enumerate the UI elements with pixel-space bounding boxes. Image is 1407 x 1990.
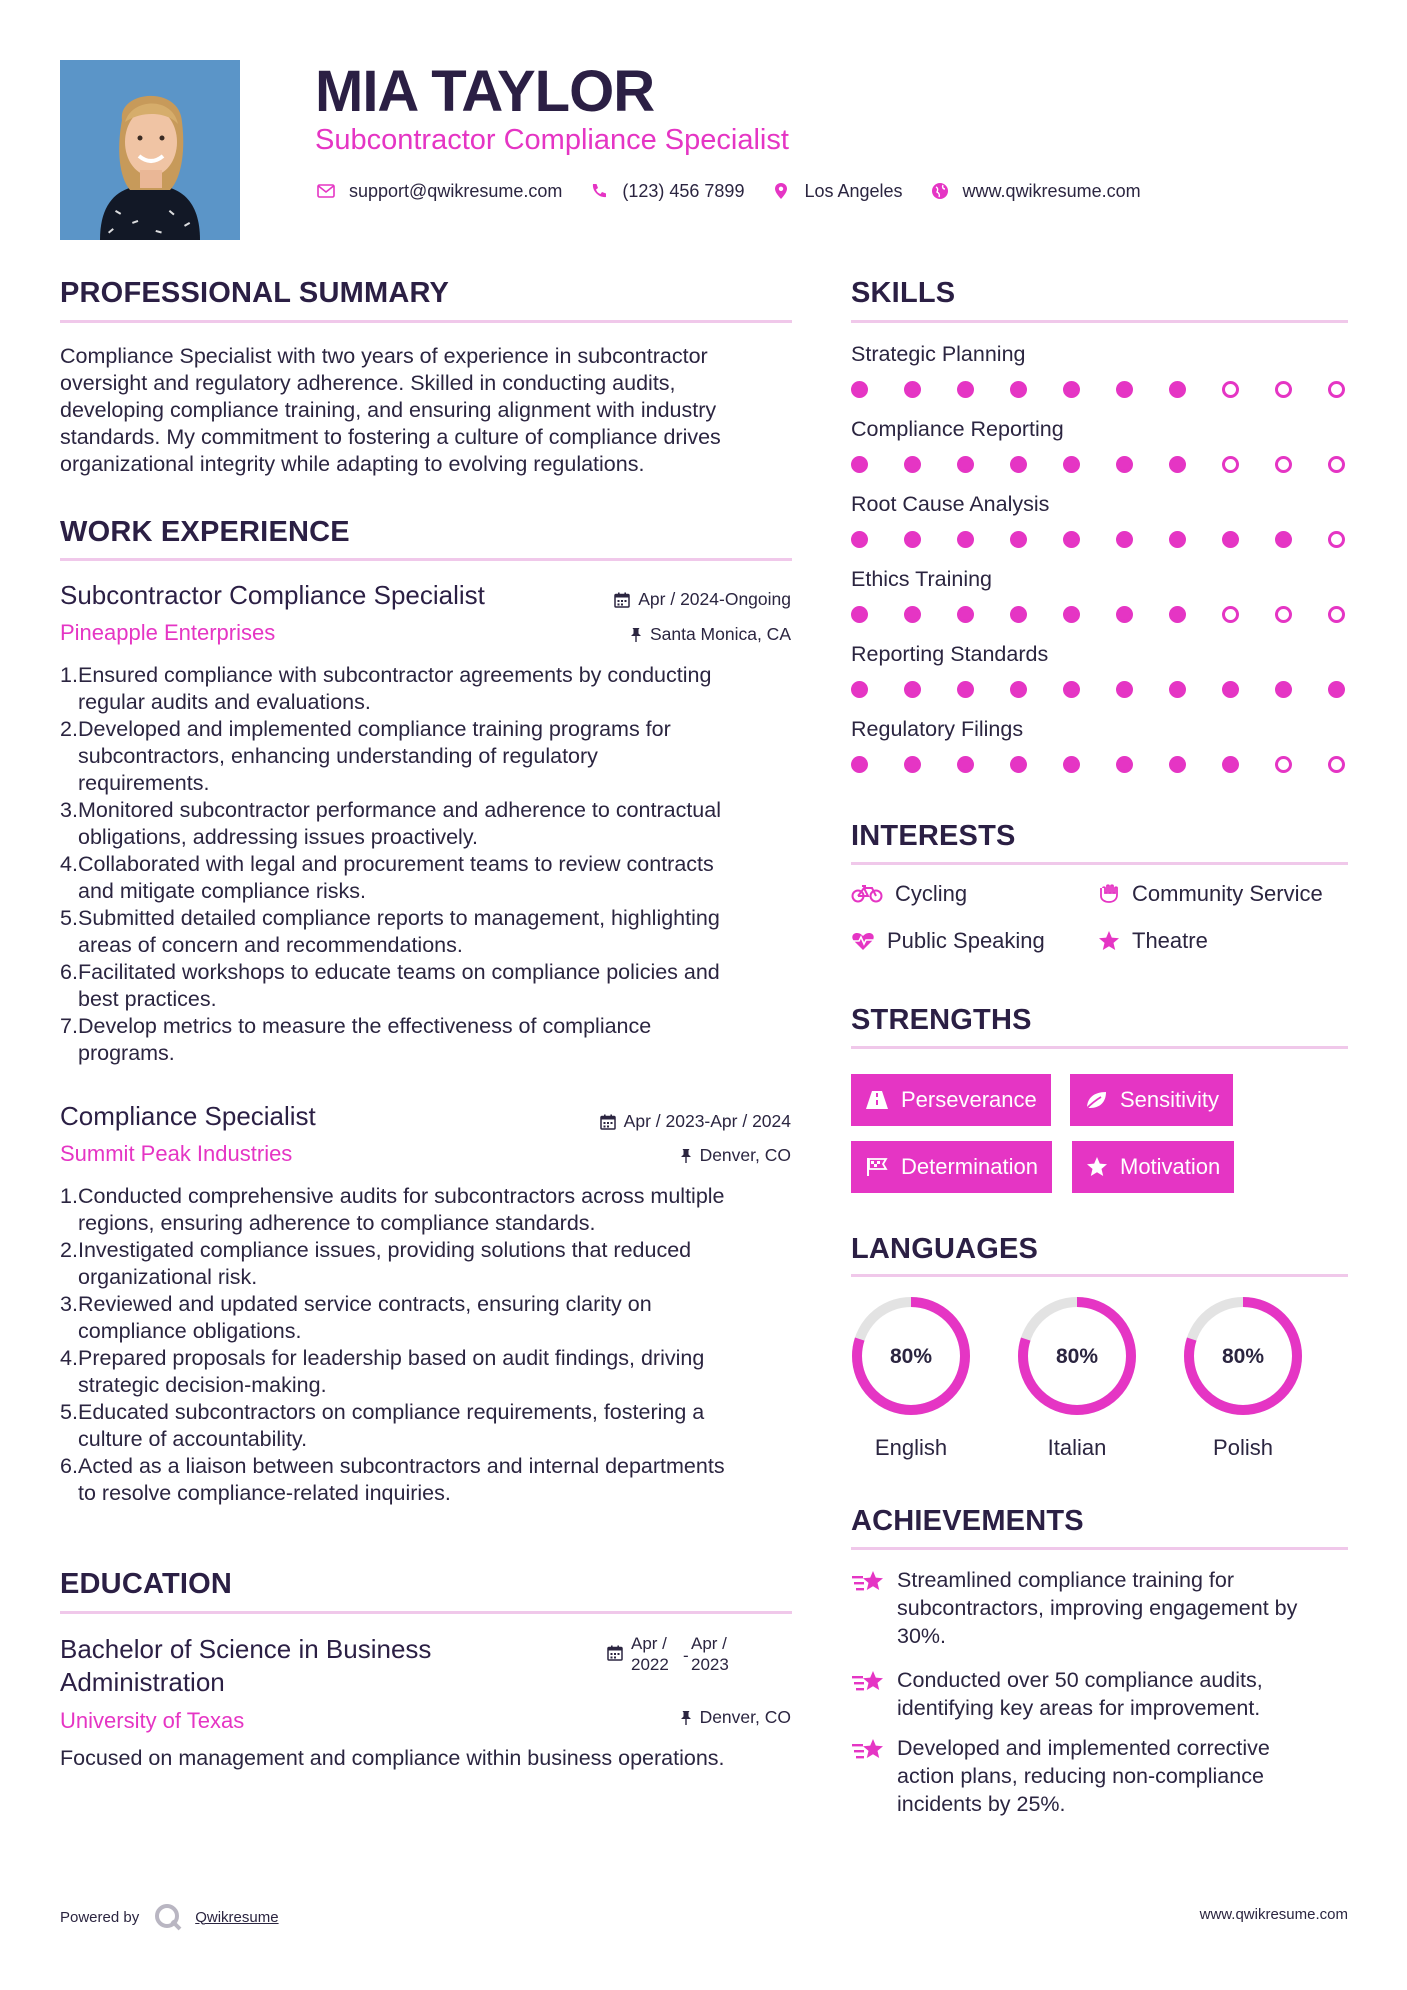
rating-dot-filled xyxy=(1169,381,1186,398)
rating-dot-filled xyxy=(1169,606,1186,623)
mail-icon xyxy=(315,180,337,202)
rating-dot-filled xyxy=(1010,681,1027,698)
rating-dot-empty xyxy=(1328,606,1345,623)
list-item: 1. Ensured compliance with subcontractor agreements by conducting regular audits and evaluations. xyxy=(60,663,712,714)
rating-dot-empty xyxy=(1275,756,1292,773)
globe-icon xyxy=(929,180,951,202)
interest-theatre xyxy=(1098,928,1208,954)
pushpin-icon xyxy=(680,1148,692,1164)
date-end-year: 2023 xyxy=(691,1655,729,1674)
list-item: 5. Educated subcontractors on compliance requirements, fostering a culture of accountability. xyxy=(60,1400,705,1451)
job-title: Subcontractor Compliance Specialist xyxy=(60,580,485,610)
phone-icon xyxy=(588,180,610,202)
skill-item xyxy=(851,717,1348,792)
rating-dot-filled xyxy=(1169,531,1186,548)
list-item: 6. Facilitated workshops to educate teams on compliance policies and best practices. xyxy=(60,960,720,1011)
job-location-text: Santa Monica, CA xyxy=(649,624,791,644)
rating-dot-empty xyxy=(1328,531,1345,548)
achievements-list xyxy=(851,1566,1348,1818)
language-percent: 80% xyxy=(1055,1345,1099,1368)
rating-dot-filled xyxy=(851,456,868,473)
summary-line: oversight and regulatory adherence. Skilled in conducting audits, xyxy=(60,371,676,395)
skill-item xyxy=(851,642,1348,717)
skill-rating xyxy=(851,681,1345,698)
language-percent: 80% xyxy=(1221,1345,1265,1368)
rating-dot-filled xyxy=(1063,531,1080,548)
rating-dot-filled xyxy=(1010,531,1027,548)
rating-dot-filled xyxy=(1169,756,1186,773)
job-responsibilities xyxy=(60,1183,792,1507)
date-separator: - xyxy=(683,1646,689,1665)
star-icon xyxy=(1098,930,1120,952)
shooting-star-icon xyxy=(851,1668,887,1696)
rating-dot-filled xyxy=(851,381,868,398)
list-item: 7. Develop metrics to measure the effectiveness of compliance programs. xyxy=(60,1014,652,1065)
rating-dot-empty xyxy=(1275,606,1292,623)
rating-dot-filled xyxy=(957,681,974,698)
rating-dot-filled xyxy=(904,531,921,548)
rating-dot-filled xyxy=(1116,456,1133,473)
rating-dot-filled xyxy=(957,606,974,623)
rating-dot-empty xyxy=(1275,456,1292,473)
candidate-title: Subcontractor Compliance Specialist xyxy=(315,124,789,156)
map-pin-icon xyxy=(770,180,792,202)
skill-name: Root Cause Analysis xyxy=(851,492,1050,516)
rating-dot-filled xyxy=(1222,756,1239,773)
skill-name: Strategic Planning xyxy=(851,342,1026,366)
languages-list xyxy=(849,1294,1305,1461)
section-divider xyxy=(851,1046,1348,1049)
section-divider xyxy=(851,320,1348,323)
rating-dot-filled xyxy=(957,756,974,773)
rating-dot-filled xyxy=(1116,531,1133,548)
skills-heading: SKILLS xyxy=(851,277,956,309)
pushpin-icon xyxy=(630,627,642,643)
rating-dot-empty xyxy=(1275,381,1292,398)
rating-dot-empty xyxy=(1328,381,1345,398)
job-date-text: Apr / 2024-Ongoing xyxy=(638,589,791,609)
rating-dot-empty xyxy=(1328,756,1345,773)
flag-icon xyxy=(865,1157,889,1177)
rating-dot-filled xyxy=(1275,681,1292,698)
skill-item xyxy=(851,342,1348,417)
job-title: Compliance Specialist xyxy=(60,1101,316,1131)
rating-dot-filled xyxy=(1010,756,1027,773)
rating-dot-filled xyxy=(1116,606,1133,623)
road-icon xyxy=(865,1090,889,1110)
interest-label: Community Service xyxy=(1132,881,1323,906)
rating-dot-filled xyxy=(1010,606,1027,623)
bicycle-icon xyxy=(851,885,883,903)
rating-dot-filled xyxy=(957,456,974,473)
language-ring xyxy=(1015,1294,1139,1418)
list-item: 4. Collaborated with legal and procurement teams to review contracts and mitigate compliance risks. xyxy=(60,852,714,903)
language-name: Polish xyxy=(1213,1435,1273,1460)
candidate-name: MIA TAYLOR xyxy=(315,59,655,124)
date-start-year: 2022 xyxy=(631,1655,669,1674)
degree-name xyxy=(60,1633,431,1699)
company-name: Summit Peak Industries xyxy=(60,1141,293,1166)
summary-line: developing compliance training, and ensuring alignment with industry xyxy=(60,398,717,422)
skill-item xyxy=(851,567,1348,642)
interest-label: Cycling xyxy=(895,881,968,906)
school-name: University of Texas xyxy=(60,1708,245,1733)
education-description: Focused on management and compliance within business operations. xyxy=(60,1746,725,1770)
summary-line: organizational integrity while adapting to evolving regulations. xyxy=(60,452,645,476)
job-date-text: Apr / 2023-Apr / 2024 xyxy=(623,1111,791,1131)
degree-line: Bachelor of Science in Business xyxy=(60,1634,432,1664)
job-responsibilities xyxy=(60,662,792,1067)
language-ring xyxy=(1181,1294,1305,1418)
language-name: English xyxy=(874,1435,948,1460)
contact-location: Los Angeles xyxy=(804,180,903,201)
list-item: 3. Reviewed and updated service contracts, ensuring clarity on compliance obligations. xyxy=(60,1292,652,1343)
strength-label: Motivation xyxy=(1120,1154,1221,1179)
rating-dot-empty xyxy=(1328,456,1345,473)
summary-line: standards. My commitment to fostering a culture of compliance drives xyxy=(60,425,721,449)
language-item xyxy=(1181,1294,1305,1461)
pushpin-icon xyxy=(680,1710,692,1726)
rating-dot-filled xyxy=(1116,681,1133,698)
skill-name: Ethics Training xyxy=(851,567,993,591)
skill-item xyxy=(851,417,1348,492)
star-icon xyxy=(1086,1156,1108,1178)
rating-dot-filled xyxy=(1169,456,1186,473)
rating-dot-filled xyxy=(851,756,868,773)
section-divider xyxy=(60,558,792,561)
leaf-icon xyxy=(1084,1090,1108,1110)
language-ring xyxy=(849,1294,973,1418)
summary-line: Compliance Specialist with two years of experience in subcontractor xyxy=(60,344,708,368)
rating-dot-filled xyxy=(1063,381,1080,398)
rating-dot-filled xyxy=(904,681,921,698)
skill-rating xyxy=(851,531,1345,548)
list-item: 4. Prepared proposals for leadership based on audit findings, driving strategic decision-making. xyxy=(60,1346,705,1397)
section-divider xyxy=(60,1611,792,1614)
calendar-icon xyxy=(607,1645,623,1661)
rating-dot-filled xyxy=(1328,681,1345,698)
education-heading: EDUCATION xyxy=(60,1568,233,1600)
contact-website[interactable]: www.qwikresume.com xyxy=(962,180,1141,201)
rating-dot-filled xyxy=(851,681,868,698)
brand-link[interactable]: Qwikresume xyxy=(195,1908,279,1926)
list-item: 5. Submitted detailed compliance reports to management, highlighting areas of concern and recommendations. xyxy=(60,906,720,957)
date-end: Apr / xyxy=(691,1634,727,1653)
interest-cycling xyxy=(851,881,967,907)
job-location xyxy=(630,624,791,645)
skill-rating xyxy=(851,381,1345,398)
rating-dot-empty xyxy=(1222,606,1239,623)
skill-item xyxy=(851,492,1348,567)
list-item: 1. Conducted comprehensive audits for subcontractors across multiple regions, ensuring adherence to compliance standards. xyxy=(60,1184,725,1235)
rating-dot-filled xyxy=(1010,381,1027,398)
skill-name: Regulatory Filings xyxy=(851,717,1024,741)
section-divider xyxy=(60,320,792,323)
contact-phone[interactable]: (123) 456 7899 xyxy=(622,180,745,201)
rating-dot-filled xyxy=(1275,531,1292,548)
degree-line: Administration xyxy=(60,1667,225,1697)
skill-rating xyxy=(851,756,1345,773)
rating-dot-filled xyxy=(904,606,921,623)
achievement-item: Conducted over 50 compliance audits, identifying key areas for improvement. xyxy=(851,1666,1348,1722)
summary-heading: PROFESSIONAL SUMMARY xyxy=(60,277,450,309)
rating-dot-filled xyxy=(1222,531,1239,548)
list-item: 2. Investigated compliance issues, providing solutions that reduced organizational risk. xyxy=(60,1238,692,1289)
language-name: Italian xyxy=(1047,1435,1107,1460)
language-item xyxy=(1015,1294,1139,1461)
rating-dot-filled xyxy=(904,381,921,398)
heartbeat-icon xyxy=(851,931,875,951)
shooting-star-icon xyxy=(851,1736,887,1764)
skill-name: Compliance Reporting xyxy=(851,417,1064,441)
skills-list xyxy=(851,342,1348,792)
rating-dot-filled xyxy=(1063,606,1080,623)
education-location xyxy=(680,1707,791,1728)
job-date xyxy=(614,589,791,610)
rating-dot-filled xyxy=(957,381,974,398)
experience-heading: WORK EXPERIENCE xyxy=(60,516,350,548)
rating-dot-empty xyxy=(1222,456,1239,473)
rating-dot-filled xyxy=(1063,756,1080,773)
rating-dot-filled xyxy=(1063,681,1080,698)
rating-dot-filled xyxy=(957,531,974,548)
job-location xyxy=(680,1145,791,1166)
rating-dot-filled xyxy=(904,456,921,473)
skill-name: Reporting Standards xyxy=(851,642,1049,666)
list-item: 3. Monitored subcontractor performance and adherence to contractual obligations, addressing issues proactively. xyxy=(60,798,721,849)
rating-dot-filled xyxy=(851,606,868,623)
profile-photo xyxy=(60,60,240,240)
rating-dot-empty xyxy=(1222,381,1239,398)
rating-dot-filled xyxy=(851,531,868,548)
interest-label: Theatre xyxy=(1132,928,1208,953)
footer-website[interactable]: www.qwikresume.com xyxy=(1199,1906,1348,1923)
rating-dot-filled xyxy=(1222,681,1239,698)
strength-tag-sensitivity xyxy=(1070,1074,1233,1126)
achievement-item: Developed and implemented corrective action plans, reducing non-compliance incidents by 25%. xyxy=(851,1734,1348,1818)
strength-label: Determination xyxy=(901,1154,1038,1179)
rating-dot-filled xyxy=(1063,456,1080,473)
interests-heading: INTERESTS xyxy=(851,820,1016,852)
powered-by-text: Powered by xyxy=(60,1908,140,1926)
qwikresume-logo-icon xyxy=(153,1902,183,1932)
strength-tag-determination xyxy=(851,1141,1052,1193)
hand-heart-icon xyxy=(1098,884,1120,904)
skill-rating xyxy=(851,606,1345,623)
languages-heading: LANGUAGES xyxy=(851,1233,1039,1265)
achievement-item: Streamlined compliance training for subcontractors, improving engagement by 30%. xyxy=(851,1566,1348,1650)
calendar-icon xyxy=(600,1114,616,1130)
section-divider xyxy=(851,862,1348,865)
rating-dot-filled xyxy=(1116,381,1133,398)
language-item xyxy=(849,1294,973,1461)
interest-label: Public Speaking xyxy=(887,928,1045,953)
strength-tag-perseverance xyxy=(851,1074,1051,1126)
job-date xyxy=(600,1111,791,1132)
rating-dot-filled xyxy=(904,756,921,773)
summary-text xyxy=(60,343,792,478)
achievements-heading: ACHIEVEMENTS xyxy=(851,1505,1084,1537)
strength-label: Sensitivity xyxy=(1120,1087,1220,1112)
rating-dot-filled xyxy=(1116,756,1133,773)
education-location-text: Denver, CO xyxy=(699,1707,791,1727)
contact-bar xyxy=(315,178,1167,204)
contact-email[interactable]: support@qwikresume.com xyxy=(349,180,563,201)
list-item: 6. Acted as a liaison between subcontractors and internal departments to resolve compliance-related inquiries. xyxy=(60,1454,725,1505)
list-item: 2. Developed and implemented compliance training programs for subcontractors, enhancing understanding of regulatory requirements. xyxy=(60,717,671,795)
strength-tag-motivation xyxy=(1072,1141,1234,1193)
rating-dot-filled xyxy=(1169,681,1186,698)
interest-public-speaking xyxy=(851,928,1045,954)
education-date xyxy=(607,1633,741,1675)
section-divider xyxy=(851,1274,1348,1277)
calendar-icon xyxy=(614,592,630,608)
interest-community-service xyxy=(1098,881,1323,907)
strengths-heading: STRENGTHS xyxy=(851,1004,1032,1036)
rating-dot-filled xyxy=(1010,456,1027,473)
strength-label: Perseverance xyxy=(901,1087,1037,1112)
footer-branding xyxy=(60,1902,279,1932)
section-divider xyxy=(851,1547,1348,1550)
skill-rating xyxy=(851,456,1345,473)
shooting-star-icon xyxy=(851,1568,887,1596)
date-start: Apr / xyxy=(631,1634,667,1653)
company-name: Pineapple Enterprises xyxy=(60,620,276,645)
job-location-text: Denver, CO xyxy=(699,1145,791,1165)
language-percent: 80% xyxy=(889,1345,933,1368)
